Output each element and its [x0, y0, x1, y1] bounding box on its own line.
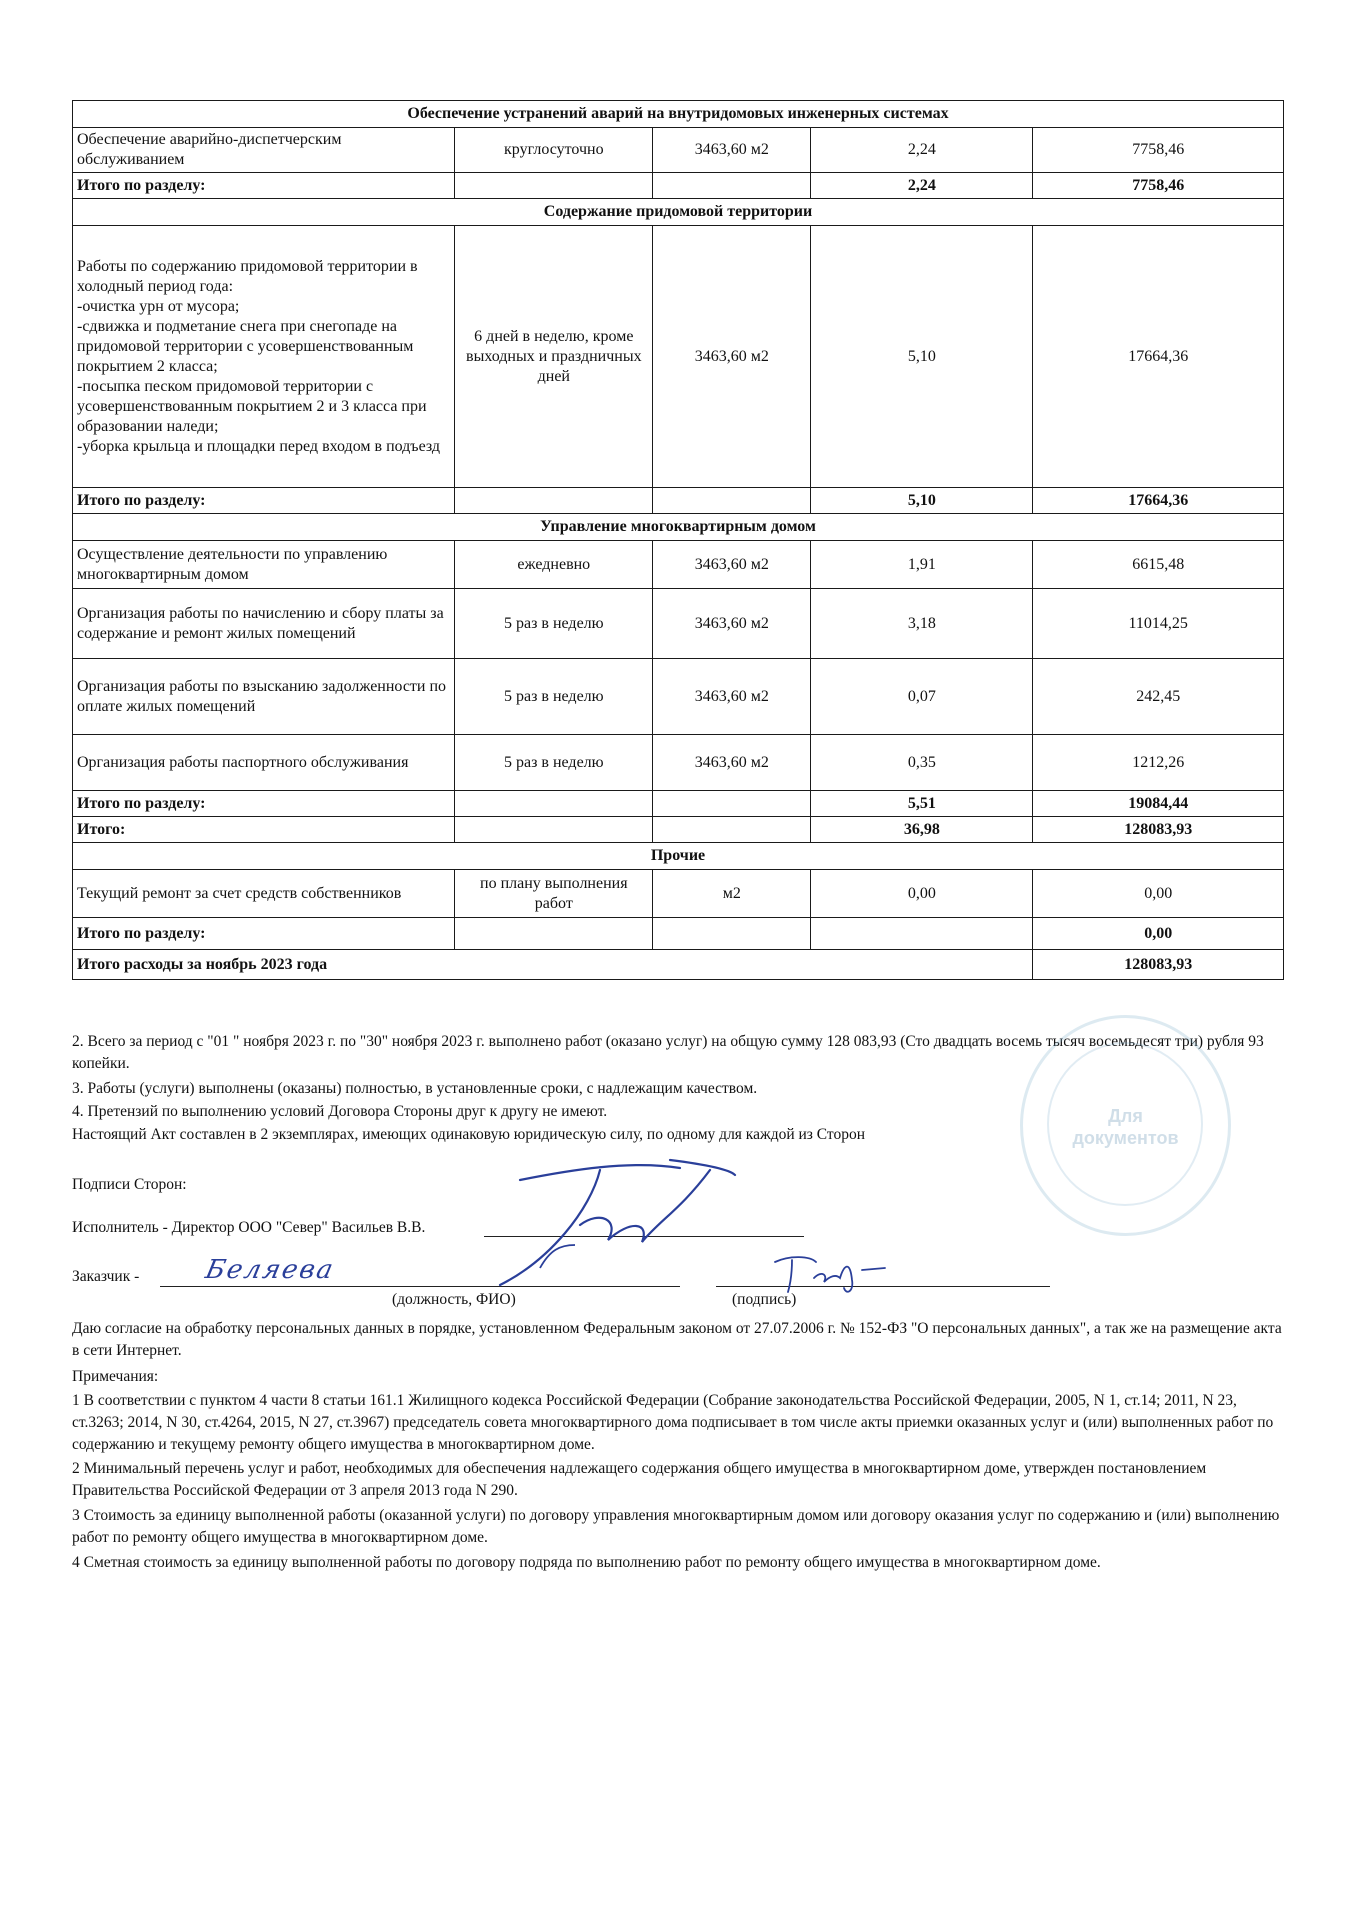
- signature-caption: (подпись): [732, 1291, 797, 1308]
- sum: 242,45: [1033, 659, 1284, 735]
- sum: 6615,48: [1033, 541, 1284, 589]
- area: 3463,60 м2: [653, 735, 811, 791]
- sum: 11014,25: [1033, 589, 1284, 659]
- service-name: Работы по содержанию придомовой территории в холодный период года: -очистка урн от мусора; -сдвижка и подметание снега при снегопаде на придомовой территории с усовершенствованным покрытием 2 класса; -посыпка песком придомовой территории с усовершенствованным покрытием 2 и 3 класса при образовании наледи; -уборка крыльца и площадки перед входом в подъезд: [73, 226, 455, 488]
- service-name: Осуществление деятельности по управлению многоквартирным домом: [73, 541, 455, 589]
- consent-text: Даю согласие на обработку персональных данных в порядке, установленном Федеральным законом от 27.07.2006 г. № 152-ФЗ "О персональных данных", а так же на размещение акта в сети Интернет.: [72, 1320, 1282, 1359]
- customer-signature: [770, 1250, 890, 1300]
- section-header-territory: Содержание придомовой территории: [73, 199, 1284, 226]
- table-row: [73, 659, 1284, 735]
- service-name: Организация работы по начислению и сбору платы за содержание и ремонт жилых помещений: [73, 589, 455, 659]
- area: 3463,60 м2: [653, 128, 811, 173]
- section-header-management: Управление многоквартирным домом: [73, 514, 1284, 541]
- notes-title: Примечания:: [72, 1368, 159, 1385]
- periodicity: 5 раз в неделю: [455, 589, 653, 659]
- service-name: Организация работы паспортного обслуживания: [73, 735, 455, 791]
- note-4: 4 Сметная стоимость за единицу выполненной работы по договору подряда по выполнению работ по ремонту общего имущества в многоквартирном доме.: [72, 1554, 1101, 1571]
- paragraph-quality: 3. Работы (услуги) выполнены (оказаны) полностью, в установленные сроки, с надлежащим качеством.: [72, 1080, 758, 1097]
- periodicity: круглосуточно: [455, 128, 653, 173]
- grand-total-row: Итого: 36,98 128083,93: [73, 817, 1284, 843]
- note-3: 3 Стоимость за единицу выполненной работы (оказанной услуги) по договору управления многоквартирным домом или договору оказания услуг по содержанию и (или) выполнению работ по ремонту общего имущества в многоквартирном доме.: [72, 1507, 1280, 1546]
- executor-line: Исполнитель - Директор ООО "Север" Васильев В.В.: [72, 1219, 426, 1236]
- position-caption: (должность, ФИО): [392, 1291, 516, 1308]
- table-row: [73, 226, 1284, 488]
- table-row: [73, 541, 1284, 589]
- periodicity: 6 дней в неделю, кроме выходных и праздничных дней: [455, 226, 653, 488]
- rate: 0,00: [811, 870, 1033, 918]
- sum: 1212,26: [1033, 735, 1284, 791]
- section-header-other: Прочие: [73, 843, 1284, 870]
- table-row: [73, 128, 1284, 173]
- service-name: Обеспечение аварийно-диспетчерским обслуживанием: [73, 128, 455, 173]
- rate: 1,91: [811, 541, 1033, 589]
- rate: 2,24: [811, 128, 1033, 173]
- company-stamp: Для документов: [1020, 1015, 1231, 1236]
- periodicity: по плану выполнения работ: [455, 870, 653, 918]
- table-row: [73, 735, 1284, 791]
- area: 3463,60 м2: [653, 541, 811, 589]
- area: 3463,60 м2: [653, 659, 811, 735]
- rate: 3,18: [811, 589, 1033, 659]
- area: 3463,60 м2: [653, 226, 811, 488]
- section-total-row: Итого по разделу: 5,10 17664,36: [73, 488, 1284, 514]
- rate: 5,10: [811, 226, 1033, 488]
- section-total-row: Итого по разделу: 2,24 7758,46: [73, 173, 1284, 199]
- rate: 0,35: [811, 735, 1033, 791]
- service-name: Текущий ремонт за счет средств собственников: [73, 870, 455, 918]
- table-row: [73, 589, 1284, 659]
- area: 3463,60 м2: [653, 589, 811, 659]
- services-table: [72, 100, 1284, 980]
- customer-label: Заказчик -: [72, 1268, 140, 1285]
- month-total-row: Итого расходы за ноябрь 2023 года 128083,93: [73, 950, 1284, 980]
- note-2: 2 Минимальный перечень услуг и работ, необходимых для обеспечения надлежащего содержания общего имущества в многоквартирном доме, утвержден постановлением Правительства Российской Федерации от 3 апреля 2013 года N 290.: [72, 1460, 1207, 1499]
- section-total-row: Итого по разделу: 0,00: [73, 918, 1284, 950]
- signatures-title: Подписи Сторон:: [72, 1176, 187, 1193]
- rate: 0,07: [811, 659, 1033, 735]
- service-name: Организация работы по взысканию задолженности по оплате жилых помещений: [73, 659, 455, 735]
- section-header-emergency: Обеспечение устранений аварий на внутридомовых инженерных системах: [73, 101, 1284, 128]
- paragraph-copies: Настоящий Акт составлен в 2 экземплярах, имеющих одинаковую юридическую силу, по одному для каждой из Сторон: [72, 1126, 866, 1143]
- periodicity: 5 раз в неделю: [455, 735, 653, 791]
- table-row: [73, 870, 1284, 918]
- paragraph-total-sum: 2. Всего за период с "01 " ноября 2023 г. по "30" ноября 2023 г. выполнено работ (оказано услуг) на общую сумму 128 083,93 (Сто двадцать восемь тысяч восемьдесят три) рубля 93 копейки.: [72, 1033, 1264, 1072]
- sum: 17664,36: [1033, 226, 1284, 488]
- note-1: 1 В соответствии с пунктом 4 части 8 статьи 161.1 Жилищного кодекса Российской Федерации (Собрание законодательства Российской Федерации, 2005, N 1, ст.14; 2011, N 23, ст.3263; 2014, N 30, ст.4264, 2015, N 27, ст.3967) председатель совета многоквартирного дома подписывает в том числе акты приемки оказанных услуг и (или) выполненных работ по содержанию и текущему ремонту общего имущества в многоквартирном доме.: [72, 1392, 1274, 1453]
- customer-handwritten-name: Беляева: [202, 1255, 338, 1285]
- paragraph-claims: 4. Претензий по выполнению условий Договора Стороны друг к другу не имеют.: [72, 1103, 608, 1120]
- area: м2: [653, 870, 811, 918]
- section-total-row: Итого по разделу: 5,51 19084,44: [73, 791, 1284, 817]
- periodicity: ежедневно: [455, 541, 653, 589]
- sum: 0,00: [1033, 870, 1284, 918]
- sum: 7758,46: [1033, 128, 1284, 173]
- periodicity: 5 раз в неделю: [455, 659, 653, 735]
- executor-signature: [480, 1150, 740, 1290]
